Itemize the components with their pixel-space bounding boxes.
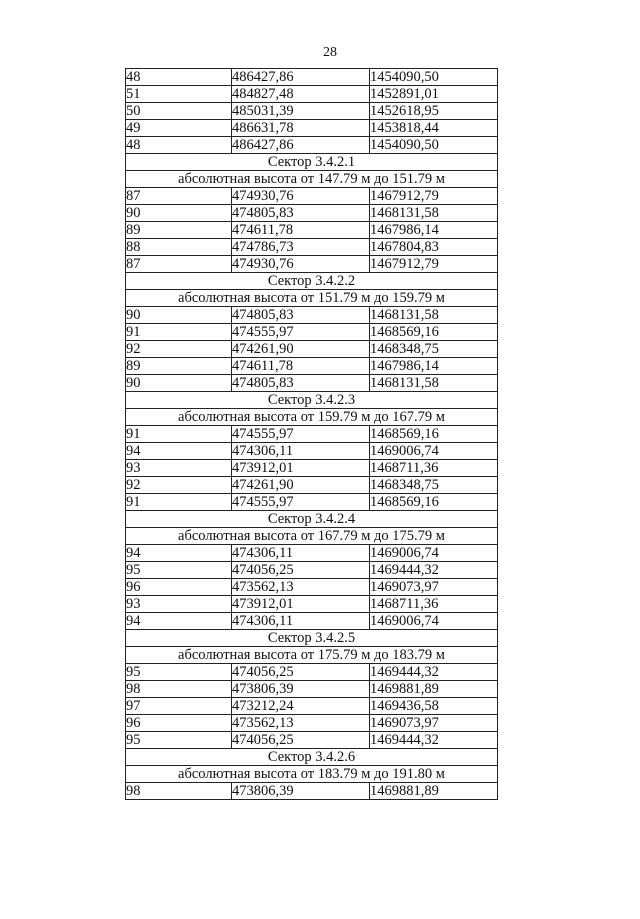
- point-number-cell: 95: [126, 732, 232, 749]
- section-header-row: [126, 154, 498, 171]
- x-coordinate-cell: 486427,86: [232, 69, 370, 86]
- x-coordinate-cell: 474555,97: [232, 426, 370, 443]
- table-row: [126, 222, 498, 239]
- table-row: [126, 698, 498, 715]
- x-coordinate-cell: 473912,01: [232, 460, 370, 477]
- y-coordinate-cell: 1468131,58: [370, 375, 498, 392]
- table-row: [126, 664, 498, 681]
- page-number: 28: [323, 45, 337, 60]
- table-row: [126, 783, 498, 800]
- section-header-row: [126, 171, 498, 188]
- table-row: [126, 341, 498, 358]
- section-header-row: [126, 392, 498, 409]
- coordinates-table-body: [126, 69, 498, 800]
- x-coordinate-cell: 485031,39: [232, 103, 370, 120]
- y-coordinate-cell: 1467804,83: [370, 239, 498, 256]
- point-number-cell: 90: [126, 307, 232, 324]
- point-number-cell: 87: [126, 256, 232, 273]
- point-number-cell: 89: [126, 358, 232, 375]
- x-coordinate-cell: 474555,97: [232, 494, 370, 511]
- table-row: [126, 256, 498, 273]
- x-coordinate-cell: 473912,01: [232, 596, 370, 613]
- x-coordinate-cell: 473562,13: [232, 579, 370, 596]
- table-row: [126, 86, 498, 103]
- y-coordinate-cell: 1468569,16: [370, 324, 498, 341]
- x-coordinate-cell: 474805,83: [232, 375, 370, 392]
- section-header-row: [126, 409, 498, 426]
- point-number-cell: 97: [126, 698, 232, 715]
- section-header: абсолютная высота от 167.79 м до 175.79 м: [126, 528, 498, 545]
- section-header: Сектор 3.4.2.3: [126, 392, 498, 409]
- section-header: Сектор 3.4.2.6: [126, 749, 498, 766]
- point-number-cell: 51: [126, 86, 232, 103]
- table-row: [126, 375, 498, 392]
- x-coordinate-cell: 474056,25: [232, 562, 370, 579]
- section-header: абсолютная высота от 175.79 м до 183.79 м: [126, 647, 498, 664]
- x-coordinate-cell: 474805,83: [232, 205, 370, 222]
- y-coordinate-cell: 1468711,36: [370, 596, 498, 613]
- x-coordinate-cell: 474261,90: [232, 341, 370, 358]
- section-header: абсолютная высота от 159.79 м до 167.79 м: [126, 409, 498, 426]
- y-coordinate-cell: 1454090,50: [370, 137, 498, 154]
- table-row: [126, 562, 498, 579]
- table-row: [126, 494, 498, 511]
- point-number-cell: 91: [126, 426, 232, 443]
- y-coordinate-cell: 1467912,79: [370, 256, 498, 273]
- section-header-row: [126, 528, 498, 545]
- table-row: [126, 545, 498, 562]
- x-coordinate-cell: 486631,78: [232, 120, 370, 137]
- y-coordinate-cell: 1468348,75: [370, 341, 498, 358]
- table-row: [126, 188, 498, 205]
- point-number-cell: 91: [126, 324, 232, 341]
- x-coordinate-cell: 474306,11: [232, 443, 370, 460]
- table-row: [126, 477, 498, 494]
- x-coordinate-cell: 484827,48: [232, 86, 370, 103]
- point-number-cell: 49: [126, 120, 232, 137]
- point-number-cell: 96: [126, 579, 232, 596]
- table-row: [126, 715, 498, 732]
- table-row: [126, 324, 498, 341]
- y-coordinate-cell: 1469444,32: [370, 562, 498, 579]
- table-row: [126, 307, 498, 324]
- point-number-cell: 93: [126, 460, 232, 477]
- x-coordinate-cell: 474056,25: [232, 664, 370, 681]
- point-number-cell: 90: [126, 375, 232, 392]
- table-row: [126, 103, 498, 120]
- x-coordinate-cell: 474805,83: [232, 307, 370, 324]
- y-coordinate-cell: 1469006,74: [370, 545, 498, 562]
- section-header-row: [126, 647, 498, 664]
- point-number-cell: 91: [126, 494, 232, 511]
- y-coordinate-cell: 1453818,44: [370, 120, 498, 137]
- x-coordinate-cell: 473212,24: [232, 698, 370, 715]
- x-coordinate-cell: 474786,73: [232, 239, 370, 256]
- x-coordinate-cell: 486427,86: [232, 137, 370, 154]
- x-coordinate-cell: 474930,76: [232, 256, 370, 273]
- table-row: [126, 443, 498, 460]
- point-number-cell: 96: [126, 715, 232, 732]
- point-number-cell: 48: [126, 137, 232, 154]
- point-number-cell: 87: [126, 188, 232, 205]
- y-coordinate-cell: 1469881,89: [370, 681, 498, 698]
- section-header-row: [126, 511, 498, 528]
- point-number-cell: 98: [126, 783, 232, 800]
- point-number-cell: 89: [126, 222, 232, 239]
- table-row: [126, 681, 498, 698]
- y-coordinate-cell: 1469444,32: [370, 664, 498, 681]
- x-coordinate-cell: 474611,78: [232, 358, 370, 375]
- y-coordinate-cell: 1469073,97: [370, 579, 498, 596]
- section-header-row: [126, 273, 498, 290]
- y-coordinate-cell: 1467986,14: [370, 358, 498, 375]
- y-coordinate-cell: 1469073,97: [370, 715, 498, 732]
- y-coordinate-cell: 1468569,16: [370, 426, 498, 443]
- y-coordinate-cell: 1469444,32: [370, 732, 498, 749]
- y-coordinate-cell: 1469006,74: [370, 443, 498, 460]
- x-coordinate-cell: 474930,76: [232, 188, 370, 205]
- table-row: [126, 426, 498, 443]
- x-coordinate-cell: 473562,13: [232, 715, 370, 732]
- y-coordinate-cell: 1467986,14: [370, 222, 498, 239]
- x-coordinate-cell: 473806,39: [232, 783, 370, 800]
- section-header: Сектор 3.4.2.2: [126, 273, 498, 290]
- y-coordinate-cell: 1467912,79: [370, 188, 498, 205]
- section-header-row: [126, 749, 498, 766]
- table-row: [126, 579, 498, 596]
- table-row: [126, 613, 498, 630]
- section-header: абсолютная высота от 151.79 м до 159.79 м: [126, 290, 498, 307]
- x-coordinate-cell: 474611,78: [232, 222, 370, 239]
- point-number-cell: 50: [126, 103, 232, 120]
- y-coordinate-cell: 1452891,01: [370, 86, 498, 103]
- table-row: [126, 120, 498, 137]
- section-header: Сектор 3.4.2.5: [126, 630, 498, 647]
- y-coordinate-cell: 1454090,50: [370, 69, 498, 86]
- y-coordinate-cell: 1468569,16: [370, 494, 498, 511]
- table-row: [126, 732, 498, 749]
- y-coordinate-cell: 1468348,75: [370, 477, 498, 494]
- point-number-cell: 95: [126, 664, 232, 681]
- point-number-cell: 98: [126, 681, 232, 698]
- point-number-cell: 88: [126, 239, 232, 256]
- y-coordinate-cell: 1469006,74: [370, 613, 498, 630]
- point-number-cell: 48: [126, 69, 232, 86]
- section-header: абсолютная высота от 147.79 м до 151.79 м: [126, 171, 498, 188]
- x-coordinate-cell: 473806,39: [232, 681, 370, 698]
- table-row: [126, 69, 498, 86]
- point-number-cell: 93: [126, 596, 232, 613]
- table-row: [126, 239, 498, 256]
- point-number-cell: 95: [126, 562, 232, 579]
- table-row: [126, 137, 498, 154]
- section-header-row: [126, 290, 498, 307]
- y-coordinate-cell: 1468711,36: [370, 460, 498, 477]
- table-row: [126, 358, 498, 375]
- section-header-row: [126, 766, 498, 783]
- y-coordinate-cell: 1468131,58: [370, 307, 498, 324]
- x-coordinate-cell: 474555,97: [232, 324, 370, 341]
- point-number-cell: 94: [126, 443, 232, 460]
- table-row: [126, 205, 498, 222]
- x-coordinate-cell: 474056,25: [232, 732, 370, 749]
- point-number-cell: 92: [126, 477, 232, 494]
- point-number-cell: 90: [126, 205, 232, 222]
- table-row: [126, 460, 498, 477]
- section-header-row: [126, 630, 498, 647]
- point-number-cell: 94: [126, 613, 232, 630]
- x-coordinate-cell: 474306,11: [232, 613, 370, 630]
- table-row: [126, 596, 498, 613]
- x-coordinate-cell: 474261,90: [232, 477, 370, 494]
- section-header: Сектор 3.4.2.4: [126, 511, 498, 528]
- point-number-cell: 92: [126, 341, 232, 358]
- y-coordinate-cell: 1452618,95: [370, 103, 498, 120]
- point-number-cell: 94: [126, 545, 232, 562]
- y-coordinate-cell: 1468131,58: [370, 205, 498, 222]
- y-coordinate-cell: 1469881,89: [370, 783, 498, 800]
- x-coordinate-cell: 474306,11: [232, 545, 370, 562]
- section-header: Сектор 3.4.2.1: [126, 154, 498, 171]
- section-header: абсолютная высота от 183.79 м до 191.80 м: [126, 766, 498, 783]
- coordinates-table: [125, 68, 498, 800]
- y-coordinate-cell: 1469436,58: [370, 698, 498, 715]
